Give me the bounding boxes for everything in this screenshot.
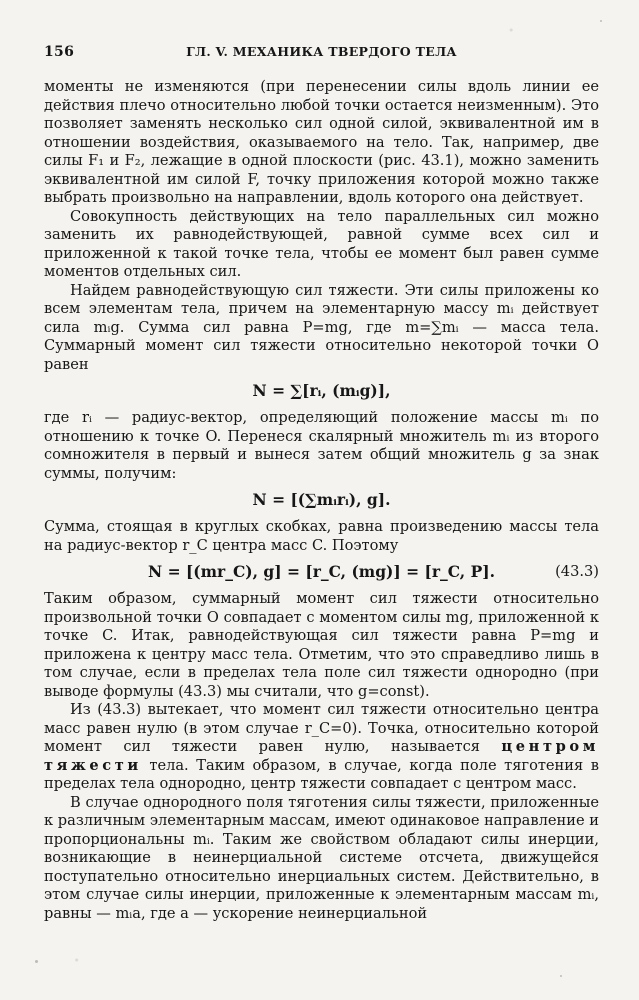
formula-43-3 <box>44 560 599 584</box>
paragraph-7 <box>44 701 599 794</box>
chapter-title: ГЛ. V. МЕХАНИКА ТВЕРДОГО ТЕЛА <box>186 44 457 59</box>
equation-number: (43.3) <box>555 563 599 580</box>
formula-2-text: N = [(∑mᵢrᵢ), g]. <box>252 490 391 509</box>
formula-factored <box>44 488 599 512</box>
paragraph-1: моменты не изменяются (при перенесении силы вдоль линии ее действия плечо относительно любой точки остается неизменным). Это позволяет заменять несколько сил одной силой, эквивалентной им в отношении воздействия, оказываемого на тело. Так, например, две силы F₁ и F₂, лежащие в одной плоскости (рис. 43.1), можно заменить эквивалентной им силой F, точку приложения которой можно также выбрать произвольно на направлении, вдоль которого она действует. <box>44 78 599 206</box>
formula-moment-sum <box>44 379 599 403</box>
paragraph-7-before: Из (43.3) вытекает, что момент сил тяжести относительно центра масс равен нулю (в этом случае r_C=0). Точка, относительно которой момент сил тяжести равен нулю, называется <box>44 701 599 755</box>
formula-1-text: N = ∑[rᵢ, (mᵢg)], <box>252 381 391 400</box>
page-number: 156 <box>44 44 75 60</box>
term-center-of-gravity: центром тяжести <box>44 738 599 774</box>
paragraph-5: Сумма, стоящая в круглых скобках, равна произведению массы тела на радиус-вектор r_C центра масс C. Поэтому <box>44 518 599 554</box>
running-header <box>44 44 599 60</box>
paragraph-2: Совокупность действующих на тело параллельных сил можно заменить их равнодействующей, равной сумме всех сил и приложенной к такой точке тела, чтобы ее момент был равен сумме моментов отдельных сил. <box>44 207 599 280</box>
formula-3-text: N = [(mr_C), g] = [r_C, (mg)] = [r_C, P]. <box>148 562 495 581</box>
body-text <box>44 78 599 923</box>
scan-speck <box>560 975 562 977</box>
paragraph-6: Таким образом, суммарный момент сил тяжести относительно произвольной точки O совпадает с моментом силы mg, приложенной к точке C. Итак, равнодействующая сил тяжести равна P=mg и приложена к центру масс тела. Отметим, что это справедливо лишь в том случае, если в пределах тела поле сил тяжести однородно (при выводе формулы (43.3) мы считали, что g=const). <box>44 590 599 700</box>
paragraph-3: Найдем равнодействующую сил тяжести. Эти силы приложены ко всем элементам тела, причем на элементарную массу mᵢ действует сила mᵢg. Сумма сил равна P=mg, где m=∑mᵢ — масса тела. Суммарный момент сил тяжести относительно некоторой точки O равен <box>44 281 599 373</box>
scan-speck <box>600 20 602 22</box>
paragraph-7-after: тела. Таким образом, в случае, когда поле тяготения в пределах тела однородно, центр тяжести совпадает с центром масс. <box>44 756 599 792</box>
paragraph-4: где rᵢ — радиус-вектор, определяющий положение массы mᵢ по отношению к точке O. Перенеся скалярный множитель mᵢ из второго сомножителя в первый и вынеся затем общий множитель g за знак суммы, получим: <box>44 409 599 482</box>
paragraph-8: В случае однородного поля тяготения силы тяжести, приложенные к различным элементарным массам, имеют одинаковое направление и пропорциональны mᵢ. Таким же свойством обладают силы инерции, возникающие в неинерциальной системе отсчета, движущейся поступательно относительно инерциальных систем. Действительно, в этом случае силы инерции, приложенные к элементарным массам mᵢ, равны — mᵢa, где a — ускорение неинерциальной <box>44 793 599 922</box>
scan-speck <box>35 960 38 963</box>
